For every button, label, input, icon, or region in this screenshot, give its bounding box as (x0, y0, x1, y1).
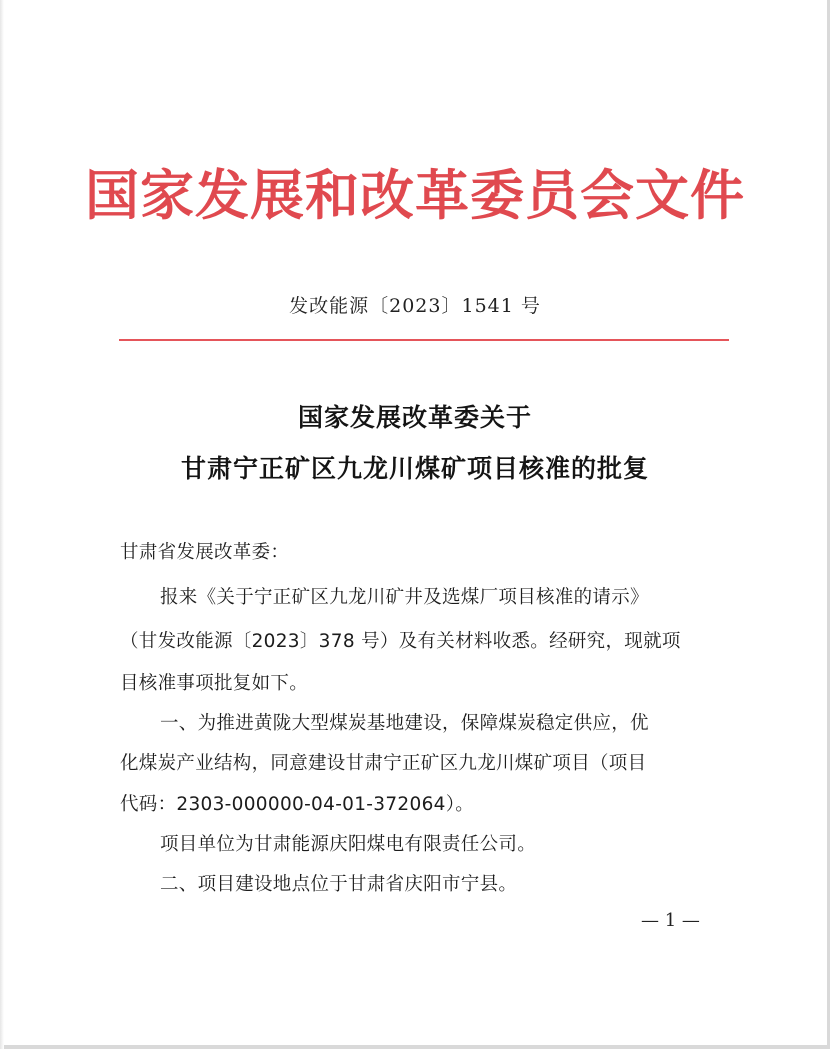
red-divider-rule (119, 339, 729, 341)
body-line: 一、为推进黄陇大型煤炭基地建设，保障煤炭稳定供应，优 (160, 713, 649, 734)
body-line: 二、项目建设地点位于甘肃省庆阳市宁县。 (160, 874, 518, 895)
body-line: 目核准事项批复如下。 (120, 673, 309, 694)
body-line: 报来《关于宁正矿区九龙川矿井及选煤厂项目核准的请示》 (160, 587, 649, 608)
addressee: 甘肃省发展改革委： (120, 542, 290, 563)
issuing-authority-header: 国家发展和改革委员会文件 (85, 163, 745, 227)
document-number: 发改能源〔2023〕1541 号 (289, 295, 541, 317)
body-line: 项目单位为甘肃能源庆阳煤电有限责任公司。 (160, 834, 537, 855)
body-line: 代码：2303-000000-04-01-372064）。 (120, 794, 475, 815)
document-title-line-1: 国家发展改革委关于 (297, 403, 532, 432)
document-title-line-2: 甘肃宁正矿区九龙川煤矿项目核准的批复 (180, 454, 649, 483)
page-number: — 1 — (641, 910, 700, 931)
body-line: 化煤炭产业结构，同意建设甘肃宁正矿区九龙川煤矿项目（项目 (120, 753, 647, 774)
body-line: （甘发改能源〔2023〕378 号）及有关材料收悉。经研究，现就项 (120, 631, 681, 652)
